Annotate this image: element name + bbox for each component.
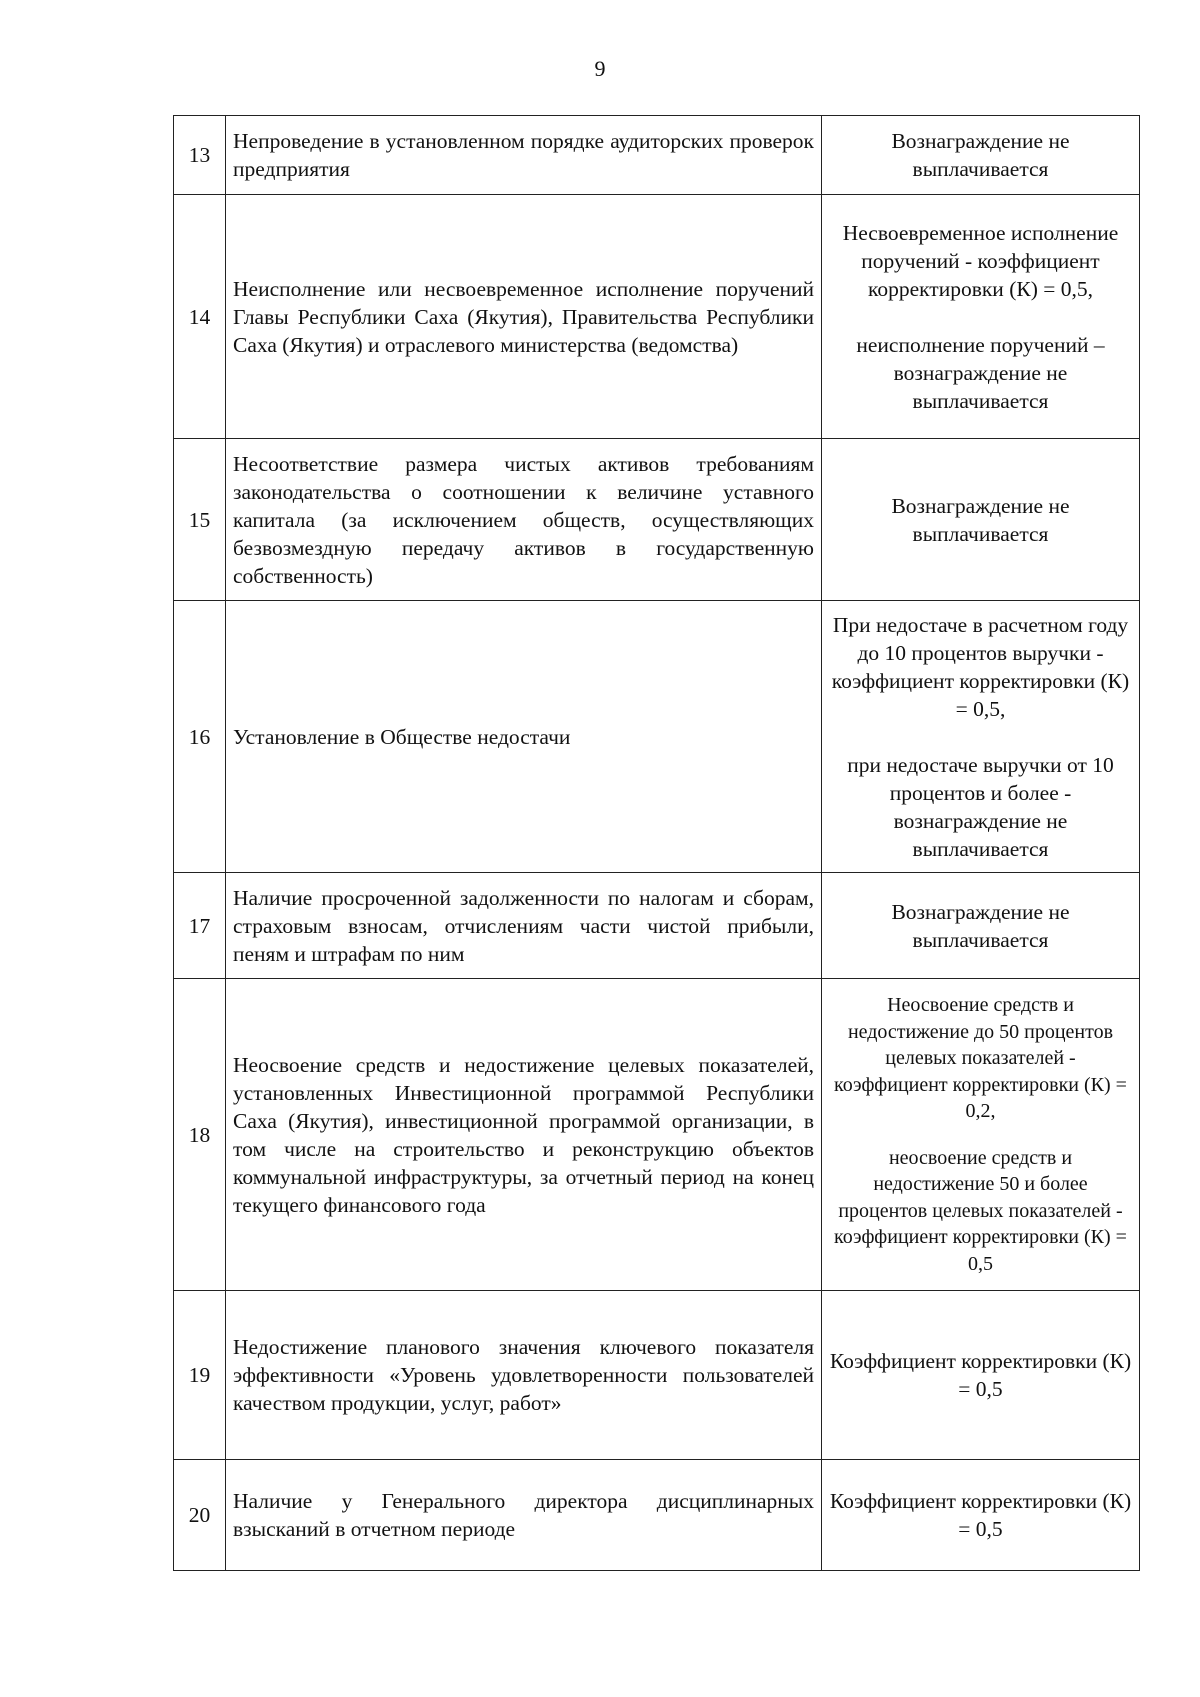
row-description-text: Непроведение в установленном порядке аудиторских проверок предприятия: [233, 129, 814, 181]
row-description: [226, 601, 822, 873]
row-result-text: Коэффициент корректировки (К) = 0,5: [829, 1349, 1132, 1401]
row-number: 20: [174, 1460, 226, 1571]
row-description: [226, 439, 822, 601]
table-row: [174, 601, 1140, 873]
table-row: [174, 1291, 1140, 1460]
row-number: 16: [174, 601, 226, 873]
row-number: 17: [174, 873, 226, 979]
row-result-text: Неосвоение средств и недостижение до 50 процентов целевых показателей - коэффициент корректировки (К) = 0,2,: [834, 994, 1127, 1122]
row-result-text: Коэффициент корректировки (К) = 0,5: [829, 1489, 1132, 1541]
row-description-text: Неосвоение средств и недостижение целевых показателей, установленных Инвестиционной программой Республики Саха (Якутия), инвестиционной программой организации, в том числе на строительство и реконструкцию объектов коммунальной инфраструктуры, за отчетный период на конец текущего финансового года: [233, 1052, 814, 1217]
table-row: [174, 195, 1140, 439]
row-description: [226, 1460, 822, 1571]
row-number: 19: [174, 1291, 226, 1460]
row-description: [226, 116, 822, 195]
row-result: [822, 1291, 1140, 1460]
row-result-text: неосвоение средств и недостижение 50 и более процентов целевых показателей - коэффициент корректировки (К) = 0,5: [834, 1146, 1127, 1275]
penalty-table: [173, 115, 1140, 1571]
table-row: [174, 116, 1140, 195]
row-result-text: при недостаче выручки от 10 процентов и более - вознаграждение не выплачивается: [847, 752, 1114, 861]
row-result-text: Вознаграждение не выплачивается: [891, 493, 1070, 546]
row-description: [226, 1291, 822, 1460]
row-description-text: Неисполнение или несвоевременное исполнение поручений Главы Республики Саха (Якутия), Правительства Республики Саха (Якутия) и отраслевого министерства (ведомства): [233, 276, 814, 357]
row-result-text: Вознаграждение не выплачивается: [891, 899, 1070, 952]
row-result-text: Вознаграждение не выплачивается: [891, 129, 1070, 181]
table-row: [174, 979, 1140, 1291]
table-row: [174, 439, 1140, 601]
row-description-text: Наличие просроченной задолженности по налогам и сборам, страховым взносам, отчислениям части чистой прибыли, пеням и штрафам по ним: [233, 885, 814, 966]
row-result: [822, 116, 1140, 195]
row-number: 14: [174, 195, 226, 439]
row-description: [226, 873, 822, 979]
row-result: [822, 1460, 1140, 1571]
row-result: [822, 873, 1140, 979]
row-description-text: Несоответствие размера чистых активов требованиям законодательства о соотношении к величине уставного капитала (за исключением обществ, осуществляющих безвозмездную передачу активов в государственную собственность): [233, 451, 814, 588]
row-result: [822, 601, 1140, 873]
row-result-text: При недостаче в расчетном году до 10 процентов выручки - коэффициент корректировки (К) = 0,5,: [831, 612, 1130, 721]
row-number: 13: [174, 116, 226, 195]
row-result-text: неисполнение поручений – вознаграждение не выплачивается: [856, 332, 1105, 413]
table-row: [174, 1460, 1140, 1571]
row-number: 15: [174, 439, 226, 601]
row-description-text: Недостижение планового значения ключевого показателя эффективности «Уровень удовлетворенности пользователей качеством продукции, услуг, работ»: [233, 1335, 814, 1415]
row-result: [822, 979, 1140, 1291]
row-description-text: Наличие у Генерального директора дисциплинарных взысканий в отчетном периоде: [233, 1489, 814, 1541]
row-number: 18: [174, 979, 226, 1291]
row-result: [822, 439, 1140, 601]
row-result: [822, 195, 1140, 439]
page-number: 9: [594, 56, 606, 81]
table-row: [174, 873, 1140, 979]
row-result-text: Несвоевременное исполнение поручений - коэффициент корректировки (К) = 0,5,: [842, 220, 1119, 301]
row-description: [226, 979, 822, 1291]
row-description: [226, 195, 822, 439]
row-description-text: Установление в Обществе недостачи: [233, 724, 571, 749]
